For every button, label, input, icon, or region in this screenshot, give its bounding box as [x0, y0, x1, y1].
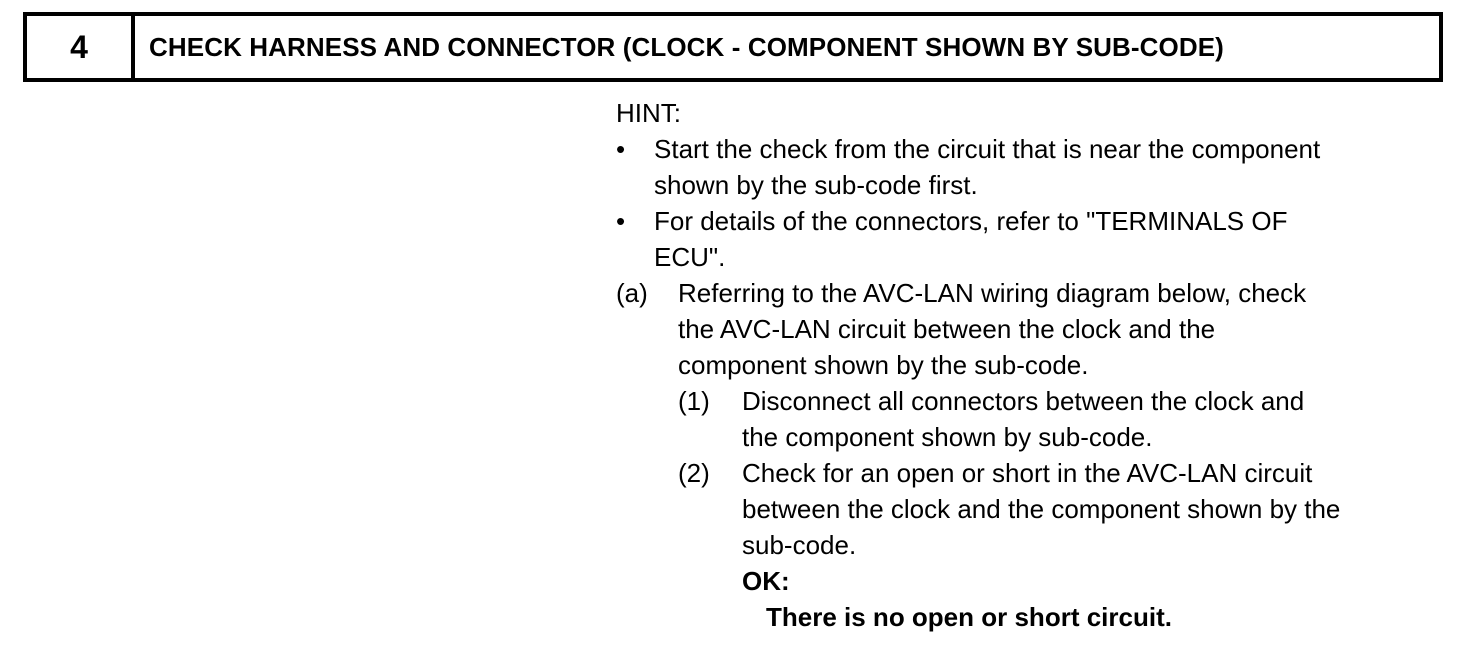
step-a-line-1: Referring to the AVC-LAN wiring diagram below, check — [678, 278, 1307, 308]
step-header — [23, 12, 1443, 82]
substep-2 — [616, 455, 1446, 563]
step-a-line-3: component shown by the sub-code. — [678, 350, 1089, 380]
hint-bullet-1 — [616, 131, 1446, 203]
hint-label: HINT: — [616, 98, 681, 128]
bullet-icon: • — [616, 206, 626, 236]
substep-2-line-2: between the clock and the component shown by the — [742, 494, 1341, 524]
substep-1-marker: (1) — [678, 386, 710, 416]
substep-1 — [616, 383, 1446, 455]
step-a-line-2: the AVC-LAN circuit between the clock and the — [678, 314, 1216, 344]
substep-2-line-3: sub-code. — [742, 530, 857, 560]
ok-result-text: There is no open or short circuit. — [766, 602, 1172, 632]
substep-2-line-1: Check for an open or short in the AVC-LAN circuit — [742, 458, 1313, 488]
step-a — [616, 275, 1446, 383]
hint-bullet-2-line-2: ECU". — [654, 242, 726, 272]
hint-bullet-1-line-2: shown by the sub-code first. — [654, 170, 978, 200]
hint-bullet-1-line-1: Start the check from the circuit that is near the component — [654, 134, 1321, 164]
substep-1-line-1: Disconnect all connectors between the clock and — [742, 386, 1305, 416]
procedure-content — [616, 95, 1446, 635]
hint-bullet-2-line-1: For details of the connectors, refer to "TERMINALS OF — [654, 206, 1288, 236]
ok-label: OK: — [742, 566, 790, 596]
step-number: 4 — [27, 16, 135, 78]
hint-bullet-2 — [616, 203, 1446, 275]
substep-1-line-2: the component shown by sub-code. — [742, 422, 1153, 452]
step-a-marker: (a) — [616, 278, 648, 308]
substep-2-marker: (2) — [678, 458, 710, 488]
step-title: CHECK HARNESS AND CONNECTOR (CLOCK - COMPONENT SHOWN BY SUB-CODE) — [149, 31, 1224, 62]
bullet-icon: • — [616, 134, 626, 164]
